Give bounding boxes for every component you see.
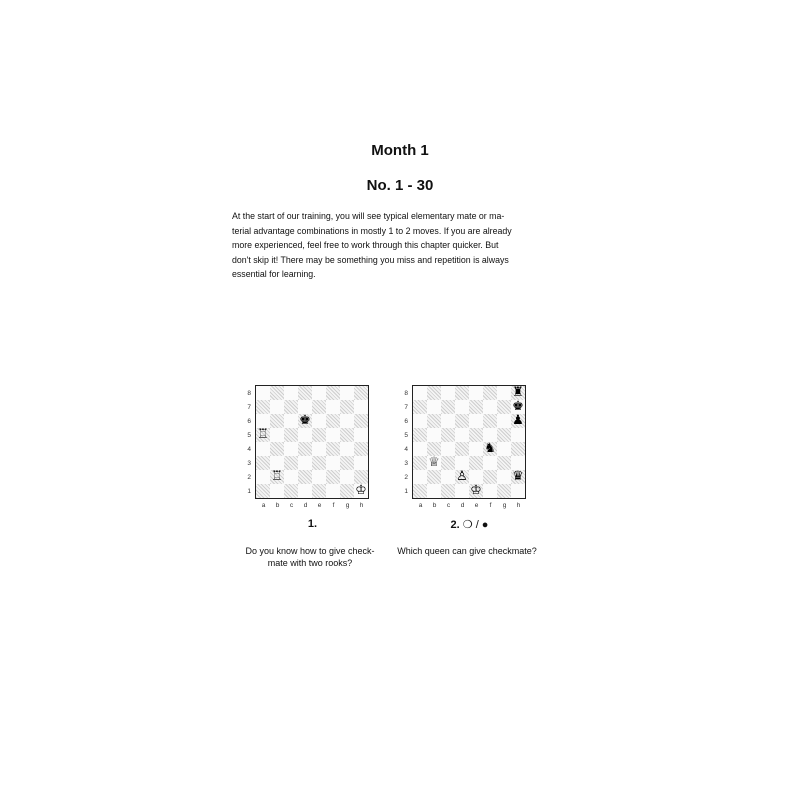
square-b1	[427, 484, 441, 498]
black-queen-icon: ♛	[512, 469, 524, 484]
square-c5	[441, 428, 455, 442]
file-label: c	[446, 502, 451, 509]
solution-marks: ❍ / ●	[462, 519, 489, 531]
square-b2	[270, 470, 284, 484]
file-label: c	[289, 502, 294, 509]
file-label: e	[317, 502, 322, 509]
square-h8	[354, 386, 368, 400]
square-d5	[455, 428, 469, 442]
rank-label: 7	[404, 404, 408, 411]
caption-line: Which queen can give checkmate?	[397, 546, 537, 556]
square-h5	[511, 428, 525, 442]
square-a8	[413, 386, 427, 400]
square-h4	[511, 442, 525, 456]
file-label: d	[460, 502, 465, 509]
square-e5	[312, 428, 326, 442]
square-d4	[298, 442, 312, 456]
square-e3	[469, 456, 483, 470]
square-d7	[455, 400, 469, 414]
square-a4	[413, 442, 427, 456]
square-h2	[354, 470, 368, 484]
page-title: Month 1	[371, 142, 429, 159]
intro-line: At the start of our training, you will see typical elementary mate or ma-	[232, 211, 505, 221]
rank-label: 5	[404, 432, 408, 439]
square-b8	[427, 386, 441, 400]
rank-label: 3	[247, 460, 251, 467]
square-h6	[354, 414, 368, 428]
square-g2	[497, 470, 511, 484]
square-d6	[298, 414, 312, 428]
square-b4	[270, 442, 284, 456]
square-d2	[298, 470, 312, 484]
rank-label: 7	[247, 404, 251, 411]
white-king-icon: ♔	[470, 483, 482, 498]
chess-diagram-2	[397, 385, 537, 585]
intro-line: more experienced, feel free to work through this chapter quicker. But	[232, 240, 499, 251]
rank-label: 2	[247, 474, 251, 481]
square-d8	[455, 386, 469, 400]
section-subtitle: No. 1 - 30	[366, 177, 434, 194]
square-d4	[455, 442, 469, 456]
square-f2	[326, 470, 340, 484]
intro-line: essential for learning.	[232, 269, 316, 280]
square-d1	[455, 484, 469, 498]
square-f8	[326, 386, 340, 400]
diagram-number-text: 2.	[450, 519, 460, 531]
square-a2	[256, 470, 270, 484]
rank-label: 3	[404, 460, 408, 467]
square-c4	[441, 442, 455, 456]
square-a6	[413, 414, 427, 428]
white-queen-icon: ♕	[428, 455, 440, 470]
diagram-number	[255, 518, 370, 530]
square-f2	[483, 470, 497, 484]
square-g5	[497, 428, 511, 442]
square-a8	[256, 386, 270, 400]
white-king-icon: ♔	[355, 483, 367, 498]
square-f8	[483, 386, 497, 400]
square-h3	[354, 456, 368, 470]
black-pawn-icon: ♟	[512, 413, 524, 428]
square-e3	[312, 456, 326, 470]
square-f1	[326, 484, 340, 498]
square-g8	[497, 386, 511, 400]
rank-label: 8	[404, 390, 408, 397]
square-b2	[427, 470, 441, 484]
square-h1	[354, 484, 368, 498]
chess-diagram-1	[245, 385, 375, 585]
square-c1	[441, 484, 455, 498]
square-f7	[326, 400, 340, 414]
square-c7	[441, 400, 455, 414]
rank-label: 5	[247, 432, 251, 439]
square-e8	[469, 386, 483, 400]
square-a2	[413, 470, 427, 484]
file-label: b	[275, 502, 280, 509]
square-b5	[427, 428, 441, 442]
rank-label: 1	[404, 488, 408, 495]
square-c2	[441, 470, 455, 484]
square-c5	[284, 428, 298, 442]
file-label: h	[359, 502, 364, 509]
file-label: e	[474, 502, 479, 509]
square-b5	[270, 428, 284, 442]
square-g7	[497, 400, 511, 414]
file-label: b	[432, 502, 437, 509]
file-label: a	[418, 502, 423, 509]
square-g4	[497, 442, 511, 456]
square-g6	[340, 414, 354, 428]
diagram-caption	[372, 546, 562, 558]
square-c3	[284, 456, 298, 470]
rank-label: 2	[404, 474, 408, 481]
file-label: d	[303, 502, 308, 509]
square-f3	[483, 456, 497, 470]
square-g3	[340, 456, 354, 470]
square-e1	[469, 484, 483, 498]
rank-label: 1	[247, 488, 251, 495]
square-d5	[298, 428, 312, 442]
file-label: g	[502, 502, 507, 509]
rank-label: 8	[247, 390, 251, 397]
caption-line: Do you know how to give check-	[245, 546, 375, 556]
square-e7	[312, 400, 326, 414]
square-e2	[312, 470, 326, 484]
white-rook-icon: ♖	[271, 469, 283, 484]
square-f4	[326, 442, 340, 456]
diagram-number-text: 1.	[307, 518, 318, 530]
square-a7	[256, 400, 270, 414]
square-b6	[270, 414, 284, 428]
square-h3	[511, 456, 525, 470]
square-d3	[455, 456, 469, 470]
rank-label: 6	[404, 418, 408, 425]
square-f7	[483, 400, 497, 414]
square-g7	[340, 400, 354, 414]
square-f6	[483, 414, 497, 428]
square-e5	[469, 428, 483, 442]
square-b3	[427, 456, 441, 470]
square-h4	[354, 442, 368, 456]
intro-line: terial advantage combinations in mostly 1 to 2 moves. If you are already	[232, 225, 512, 236]
square-a4	[256, 442, 270, 456]
square-b8	[270, 386, 284, 400]
square-g2	[340, 470, 354, 484]
square-b4	[427, 442, 441, 456]
square-a3	[413, 456, 427, 470]
black-king-icon: ♚	[512, 399, 524, 414]
square-g5	[340, 428, 354, 442]
square-g6	[497, 414, 511, 428]
square-h6	[511, 414, 525, 428]
file-label: a	[261, 502, 266, 509]
rank-label: 6	[247, 418, 251, 425]
white-pawn-icon: ♙	[456, 469, 468, 484]
square-c8	[284, 386, 298, 400]
square-d8	[298, 386, 312, 400]
square-c7	[284, 400, 298, 414]
square-d1	[298, 484, 312, 498]
square-b1	[270, 484, 284, 498]
square-e1	[312, 484, 326, 498]
square-a1	[413, 484, 427, 498]
square-a6	[256, 414, 270, 428]
square-g1	[340, 484, 354, 498]
black-king-icon: ♚	[299, 413, 311, 428]
square-g3	[497, 456, 511, 470]
caption-line: mate with two rooks?	[267, 557, 353, 568]
square-c6	[284, 414, 298, 428]
square-a5	[256, 428, 270, 442]
square-h1	[511, 484, 525, 498]
square-b7	[427, 400, 441, 414]
square-e8	[312, 386, 326, 400]
square-h8	[511, 386, 525, 400]
square-h7	[354, 400, 368, 414]
black-rook-icon: ♜	[512, 385, 524, 400]
white-rook-icon: ♖	[257, 427, 269, 442]
square-f6	[326, 414, 340, 428]
square-c4	[284, 442, 298, 456]
square-a3	[256, 456, 270, 470]
square-e6	[469, 414, 483, 428]
square-a1	[256, 484, 270, 498]
file-label: f	[332, 502, 335, 509]
square-b6	[427, 414, 441, 428]
square-e4	[469, 442, 483, 456]
square-d6	[455, 414, 469, 428]
square-f4	[483, 442, 497, 456]
square-e7	[469, 400, 483, 414]
file-label: h	[516, 502, 521, 509]
square-e4	[312, 442, 326, 456]
square-e2	[469, 470, 483, 484]
file-label: g	[345, 502, 350, 509]
square-f5	[483, 428, 497, 442]
square-d2	[455, 470, 469, 484]
file-label: f	[489, 502, 492, 509]
chessboard	[255, 385, 369, 499]
square-f1	[483, 484, 497, 498]
square-f3	[326, 456, 340, 470]
diagram-number	[412, 518, 527, 531]
square-c6	[441, 414, 455, 428]
square-a5	[413, 428, 427, 442]
rank-label: 4	[247, 446, 251, 453]
square-h2	[511, 470, 525, 484]
intro-line: don't skip it! There may be something you miss and repetition is always	[232, 254, 509, 265]
square-h5	[354, 428, 368, 442]
square-d7	[298, 400, 312, 414]
square-b7	[270, 400, 284, 414]
rank-label: 4	[404, 446, 408, 453]
chessboard	[412, 385, 526, 499]
square-g8	[340, 386, 354, 400]
diagram-caption	[225, 546, 395, 569]
square-h7	[511, 400, 525, 414]
square-g4	[340, 442, 354, 456]
black-knight-icon: ♞	[484, 441, 496, 456]
square-d3	[298, 456, 312, 470]
square-c8	[441, 386, 455, 400]
square-c1	[284, 484, 298, 498]
intro-paragraph	[232, 209, 570, 282]
square-g1	[497, 484, 511, 498]
square-f5	[326, 428, 340, 442]
square-c2	[284, 470, 298, 484]
square-a7	[413, 400, 427, 414]
square-c3	[441, 456, 455, 470]
square-b3	[270, 456, 284, 470]
square-e6	[312, 414, 326, 428]
